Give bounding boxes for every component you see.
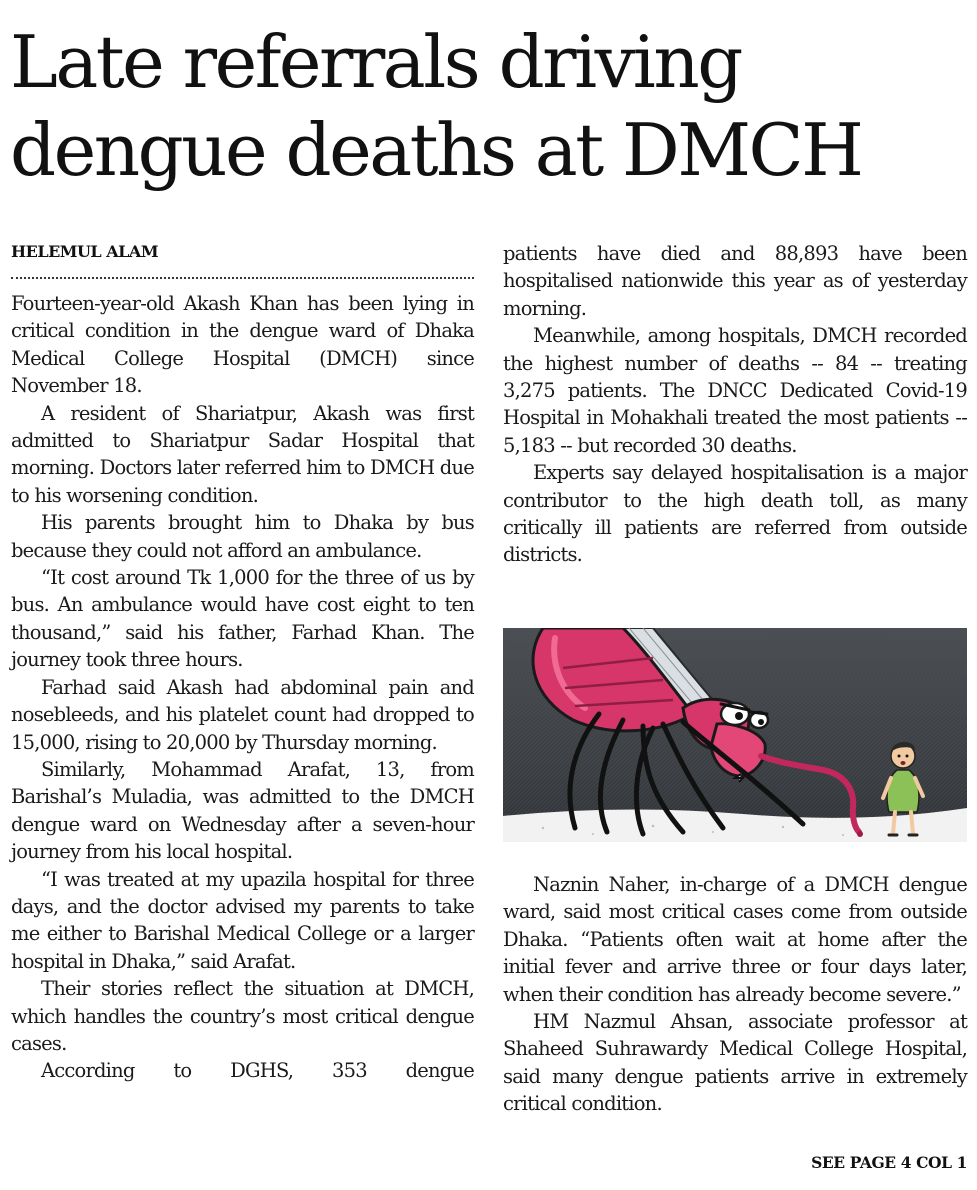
article-column-left xyxy=(11,290,474,1085)
paragraph: Meanwhile, among hospitals, DMCH recorded the highest number of deaths -- 84 -- treating 3,275 patients. The DNCC Dedicated Covid-19 Hospital in Mohakhali treated the most patients -- 5,183 -- but recorded 30 deaths. xyxy=(503,324,967,457)
giant-mosquito-and-boy-illustration xyxy=(503,628,967,842)
mosquito-illustration xyxy=(503,628,967,842)
headline-line-2: dengue deaths at DMCH xyxy=(10,108,862,192)
headline-line-1: Late referrals driving xyxy=(10,20,741,104)
paragraph: Naznin Naher, in-charge of a DMCH dengue ward, said most critical cases come from outside Dhaka. “Patients often wait at home after the initial fever and arrive three or four days later, when their condition has already become severe.” xyxy=(503,873,967,1006)
article-column-right-top xyxy=(503,240,967,569)
paragraph: “It cost around Tk 1,000 for the three of us by bus. An ambulance would have cost eight to ten thousand,” said his father, Farhad Khan. The journey took three hours. xyxy=(11,566,474,672)
paragraph-continued: According to DGHS, 353 dengue xyxy=(41,1059,474,1083)
byline-divider xyxy=(11,277,474,279)
article-column-right-bottom xyxy=(503,871,967,1118)
paragraph: His parents brought him to Dhaka by bus because they could not afford an ambulance. xyxy=(11,511,474,562)
paragraph: Experts say delayed hospitalisation is a major contributor to the high death toll, as many critically ill patients are referred from outside districts. xyxy=(503,461,967,567)
paragraph: Their stories reflect the situation at DMCH, which handles the country’s most critical dengue cases. xyxy=(11,977,474,1055)
paragraph: Fourteen-year-old Akash Khan has been lying in critical condition in the dengue ward of Dhaka Medical College Hospital (DMCH) since November 18. xyxy=(11,292,474,398)
paragraph-continuation: patients have died and 88,893 have been hospitalised nationwide this year as of yesterday morning. xyxy=(503,242,967,320)
paragraph: Similarly, Mohammad Arafat, 13, from Barishal’s Muladia, was admitted to the DMCH dengue ward on Wednesday after a seven-hour journey from his local hospital. xyxy=(11,757,474,864)
byline: HELEMUL ALAM xyxy=(11,242,159,261)
paragraph: “I was treated at my upazila hospital for three days, and the doctor advised my parents to take me either to Barishal Medical College or a larger hospital in Dhaka,” said Arafat. xyxy=(11,867,474,973)
paragraph: HM Nazmul Ahsan, associate professor at Shaheed Suhrawardy Medical College Hospital, said many dengue patients arrive in extremely critical condition. xyxy=(503,1010,967,1116)
paragraph: Farhad said Akash had abdominal pain and nosebleeds, and his platelet count had dropped to 15,000, rising to 20,000 by Thursday morning. xyxy=(11,675,474,754)
paragraph: A resident of Shariatpur, Akash was first admitted to Shariatpur Sadar Hospital that morning. Doctors later referred him to DMCH due to his worsening condition. xyxy=(11,401,474,507)
continued-on-page-link[interactable]: SEE PAGE 4 COL 1 xyxy=(811,1153,967,1172)
headline xyxy=(10,18,970,194)
